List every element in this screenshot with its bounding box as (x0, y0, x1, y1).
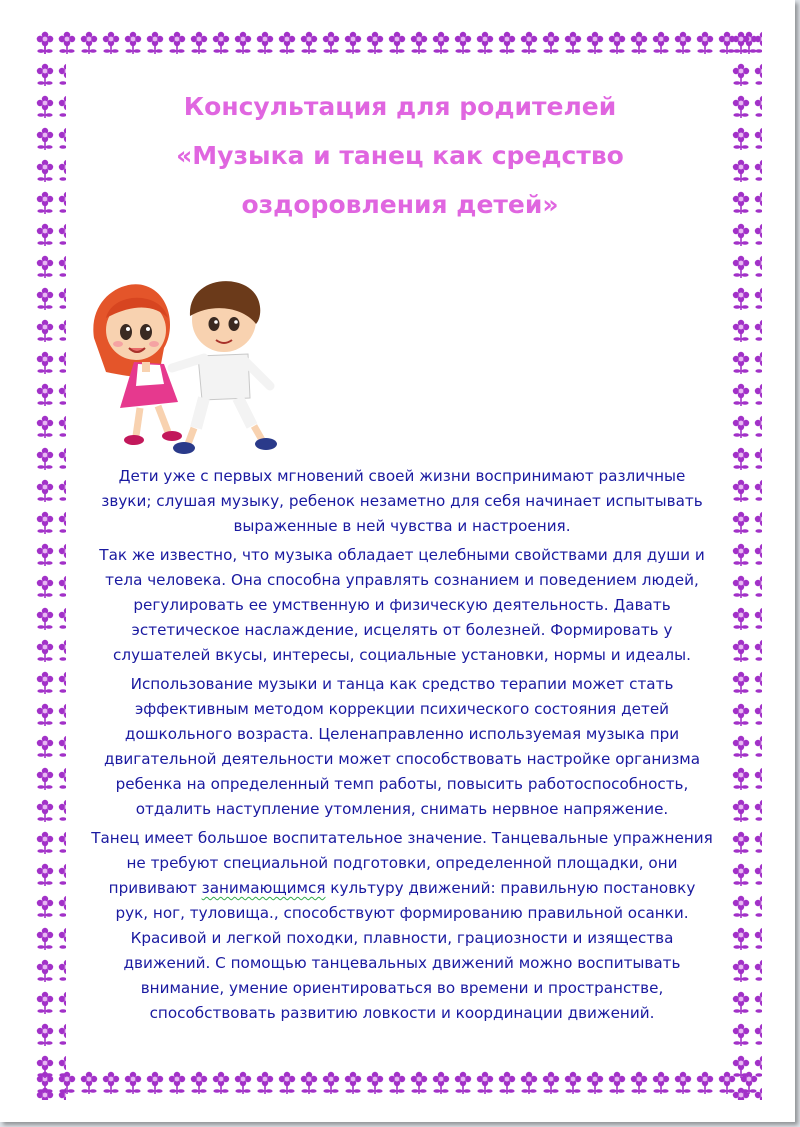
text-line: слушателей вкусы, интересы, социальные установки, нормы и идеалы. (113, 646, 691, 664)
text-line: дошкольного возраста. Целенаправленно используемая музыка при (124, 725, 680, 743)
text-fragment: прививают (108, 879, 202, 897)
text-line: движений. С помощью танцевальных движений можно воспитывать (123, 954, 681, 972)
flower-ornament-icon (730, 28, 762, 1100)
paragraph (74, 826, 730, 1026)
text-line: тела человека. Она способна управлять сознанием и поведением людей, (105, 571, 699, 589)
title-line-1: Консультация для родителей (183, 92, 617, 121)
text-line: ребенка на определенный темп работы, повысить работоспособность, (115, 775, 689, 793)
text-line: звуки; слушая музыку, ребенок незаметно для себя начинает испытывать (101, 492, 703, 510)
text-line: Дети уже с первых мгновений своей жизни воспринимают различные (118, 467, 686, 485)
flower-ornament-icon (34, 28, 66, 1100)
text-line: Так же известно, что музыка обладает целебными свойствами для души и (99, 546, 705, 564)
text-line (74, 876, 730, 901)
text-fragment: культуру движений: правильную постановку (325, 879, 696, 897)
text-line: эффективным методом коррекции психического состояния детей (134, 700, 670, 718)
article-body (74, 464, 730, 1030)
text-line: отдалить наступление утомления, снимать нервное напряжение. (135, 800, 669, 818)
paragraph (74, 464, 730, 539)
text-line: рук, ног, туловища., способствуют формированию правильной осанки. (115, 904, 689, 922)
flower-border-top (34, 28, 762, 60)
text-line: Красивой и легкой походки, плавности, грациозности и изящества (130, 929, 674, 947)
title-line-2: «Музыка и танец как средство (176, 141, 624, 170)
text-line: не требуют специальной подготовки, определенной площадки, они (126, 854, 678, 872)
page-title (90, 82, 710, 229)
dancing-children-icon (84, 268, 284, 463)
flower-border-left (34, 28, 66, 1100)
paragraph (74, 672, 730, 822)
text-line: Использование музыки и танца как средство терапии может стать (130, 675, 674, 693)
paragraph (74, 543, 730, 668)
text-line: Танец имеет большое воспитательное значение. Танцевальные упражнения (91, 829, 713, 847)
text-line: эстетическое наслаждение, исцелять от болезней. Формировать у (131, 621, 673, 639)
flower-ornament-icon (34, 1068, 762, 1100)
text-line: двигательной деятельности может способствовать настройке организма (103, 750, 701, 768)
flower-border-bottom (34, 1068, 762, 1100)
text-line: регулировать ее умственную и физическую деятельность. Давать (133, 596, 671, 614)
flower-border-right (730, 28, 762, 1100)
flower-ornament-icon (34, 28, 762, 60)
text-line: внимание, умение ориентироваться во времени и пространстве, (140, 979, 664, 997)
title-line-3: оздоровления детей» (241, 190, 559, 219)
spellcheck-underlined-word: занимающимся (201, 879, 326, 897)
text-line: способствовать развитию ловкости и координации движений. (149, 1004, 655, 1022)
text-line: выраженные в ней чувства и настроения. (233, 517, 571, 535)
